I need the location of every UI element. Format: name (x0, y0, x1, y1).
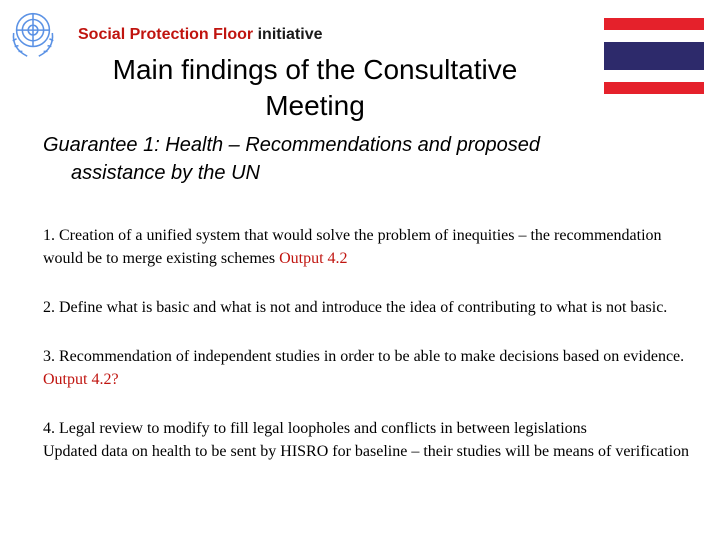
initiative-suffix: initiative (257, 26, 323, 43)
finding-text: 4. Legal review to modify to fill legal loopholes and conflicts in between legislations (43, 420, 587, 437)
output-reference: Output 4.2 (279, 250, 348, 267)
un-emblem-icon (4, 4, 62, 62)
output-reference: Output 4.2? (43, 371, 119, 388)
findings-list (43, 224, 693, 489)
title-line-1: Main findings of the Consultative (112, 54, 518, 85)
subtitle-line-2: assistance by the UN (71, 162, 260, 184)
finding-item-3 (43, 345, 693, 391)
finding-text: 2. Define what is basic and what is not and introduce the idea of contributing to what is not basic. (43, 299, 668, 316)
finding-text: 3. Recommendation of independent studies in order to be able to make decisions based on evidence. (43, 348, 685, 365)
initiative-name: Social Protection Floor (78, 26, 254, 43)
finding-item-2 (43, 296, 693, 319)
finding-text: 1. Creation of a unified system that would solve the problem of inequities – the recommendation would be to merge existing schemes (43, 227, 662, 267)
finding-text-continued: Updated data on health to be sent by HISRO for baseline – their studies will be means of verification (43, 443, 690, 460)
subtitle-line-1: Guarantee 1: Health – Recommendations and proposed (43, 134, 540, 156)
thailand-flag-icon (604, 18, 704, 94)
finding-item-1 (43, 224, 693, 270)
initiative-header (78, 26, 323, 44)
slide-title (60, 52, 570, 124)
slide-subtitle (43, 131, 683, 187)
finding-item-4 (43, 417, 693, 463)
title-line-2: Meeting (265, 90, 365, 121)
